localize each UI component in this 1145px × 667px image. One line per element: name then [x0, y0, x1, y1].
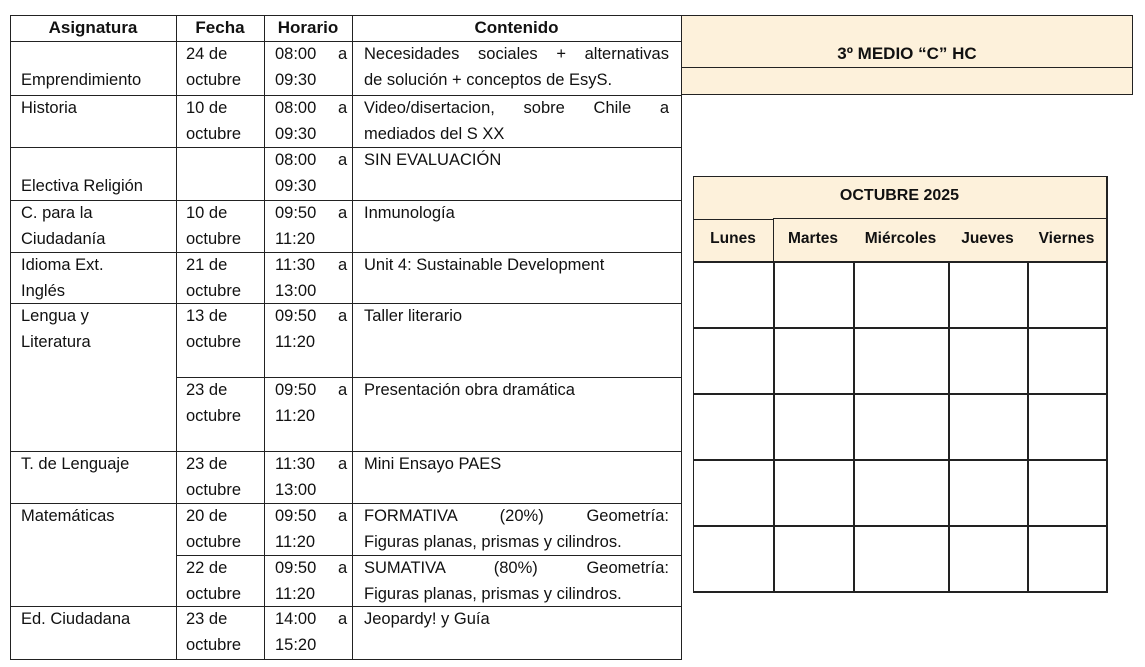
- subject-label: Literatura: [21, 332, 91, 351]
- time-sep: a: [338, 45, 348, 63]
- content-text: Unit 4: Sustainable Development: [364, 256, 605, 274]
- calendar-day-header: Viernes: [1038, 230, 1095, 247]
- date-label: 23 de: [186, 381, 228, 399]
- time-end: 13:00: [275, 480, 317, 499]
- content-text: Video/disertacion, sobre Chile a: [364, 99, 669, 117]
- table-rule: [693, 176, 1106, 177]
- calendar-cell: [1029, 329, 1105, 392]
- table-rule: [10, 659, 681, 660]
- table-rule: [773, 218, 774, 261]
- date-label: 13 de: [186, 307, 228, 325]
- table-rule: [681, 67, 1133, 68]
- date-label: octubre: [186, 635, 242, 654]
- calendar-cell: [1029, 263, 1105, 326]
- content-text: Mini Ensayo PAES: [364, 455, 502, 473]
- time-end: 09:30: [275, 124, 317, 143]
- table-rule: [681, 94, 1133, 95]
- content-text: Presentación obra dramática: [364, 381, 575, 399]
- date-label: octubre: [186, 532, 242, 551]
- time-end: 09:30: [275, 70, 317, 89]
- date-label: octubre: [186, 124, 242, 143]
- date-label: 20 de: [186, 507, 228, 525]
- calendar-cell: [950, 527, 1026, 590]
- calendar-cell: [775, 527, 852, 590]
- subject-label: Idioma Ext.: [21, 256, 104, 274]
- column-header: Horario: [277, 18, 339, 37]
- calendar-cell: [855, 263, 947, 326]
- table-rule: [773, 218, 1106, 219]
- date-label: 10 de: [186, 204, 228, 222]
- calendar-cell: [1029, 461, 1105, 524]
- time-sep: a: [338, 381, 348, 399]
- date-label: octubre: [186, 229, 242, 248]
- calendar-cell: [950, 461, 1026, 524]
- calendar-cell: [950, 395, 1026, 458]
- content-text: Jeopardy! y Guía: [364, 610, 490, 628]
- time-end: 11:20: [275, 406, 316, 425]
- time-start: 14:00: [275, 610, 317, 628]
- table-rule: [264, 15, 265, 660]
- content-text: Figuras planas, prismas y cilindros.: [364, 532, 622, 551]
- content-text: de solución + conceptos de EsyS.: [364, 70, 613, 89]
- time-end: 13:00: [275, 281, 317, 300]
- time-sep: a: [338, 307, 348, 325]
- table-rule: [1132, 15, 1133, 95]
- calendar-title: OCTUBRE 2025: [839, 187, 960, 204]
- date-label: octubre: [186, 281, 242, 300]
- class-banner-label: 3º MEDIO “C” HC: [837, 44, 977, 63]
- table-rule: [176, 15, 177, 660]
- subject-label: Ed. Ciudadana: [21, 610, 131, 628]
- calendar-cell: [775, 395, 852, 458]
- subject-label: Electiva Religión: [21, 176, 143, 195]
- time-start: 09:50: [275, 559, 317, 577]
- content-text: FORMATIVA (20%) Geometría:: [364, 507, 669, 525]
- time-sep: a: [338, 99, 348, 117]
- date-label: 23 de: [186, 455, 228, 473]
- content-text: Inmunología: [364, 204, 455, 222]
- time-start: 08:00: [275, 99, 317, 117]
- time-end: 15:20: [275, 635, 317, 654]
- time-sep: a: [338, 151, 348, 169]
- column-header: Asignatura: [48, 18, 138, 37]
- content-text: Taller literario: [364, 307, 463, 325]
- calendar-cell: [775, 461, 852, 524]
- table-rule: [681, 15, 682, 660]
- time-start: 08:00: [275, 151, 317, 169]
- time-end: 11:20: [275, 584, 316, 603]
- date-label: octubre: [186, 480, 242, 499]
- table-rule: [693, 219, 773, 220]
- calendar-cell: [775, 329, 852, 392]
- time-sep: a: [338, 507, 348, 525]
- time-end: 09:30: [275, 176, 317, 195]
- calendar-cell: [695, 527, 772, 590]
- table-rule: [681, 15, 1133, 16]
- calendar-cell: [855, 527, 947, 590]
- content-text: Necesidades sociales + alternativas: [364, 45, 669, 63]
- time-end: 11:20: [275, 532, 316, 551]
- time-start: 11:30: [275, 455, 316, 473]
- calendar-cell: [950, 329, 1026, 392]
- date-label: 10 de: [186, 99, 228, 117]
- time-end: 11:20: [275, 332, 316, 351]
- time-sep: a: [338, 610, 348, 628]
- calendar-day-header: Lunes: [710, 230, 756, 247]
- time-sep: a: [338, 455, 348, 473]
- calendar-cell: [855, 395, 947, 458]
- subject-label: Historia: [21, 99, 77, 117]
- date-label: octubre: [186, 584, 242, 603]
- table-rule: [1106, 176, 1108, 593]
- table-rule: [693, 591, 1107, 593]
- time-start: 09:50: [275, 307, 317, 325]
- time-start: 09:50: [275, 381, 317, 399]
- subject-label: Ciudadanía: [21, 229, 106, 248]
- subject-label: Lengua y: [21, 307, 89, 325]
- date-label: 21 de: [186, 256, 228, 274]
- date-label: octubre: [186, 70, 242, 89]
- subject-label: Inglés: [21, 281, 66, 300]
- content-text: mediados del S XX: [364, 124, 505, 143]
- table-rule: [352, 15, 353, 660]
- calendar-cell: [695, 263, 772, 326]
- time-start: 09:50: [275, 204, 317, 222]
- calendar-cell: [855, 329, 947, 392]
- time-start: 08:00: [275, 45, 317, 63]
- calendar-day-header: Martes: [788, 230, 838, 247]
- time-sep: a: [338, 256, 348, 274]
- time-start: 09:50: [275, 507, 317, 525]
- time-start: 11:30: [275, 256, 316, 274]
- time-end: 11:20: [275, 229, 316, 248]
- date-label: 24 de: [186, 45, 228, 63]
- date-label: 23 de: [186, 610, 228, 628]
- calendar-cell: [775, 263, 852, 326]
- subject-label: C. para la: [21, 204, 93, 222]
- column-header: Contenido: [474, 18, 559, 37]
- calendar-cell: [695, 461, 772, 524]
- calendar-cell: [950, 263, 1026, 326]
- table-rule: [10, 15, 11, 660]
- date-label: octubre: [186, 406, 242, 425]
- content-text: Figuras planas, prismas y cilindros.: [364, 584, 622, 603]
- subject-label: T. de Lenguaje: [21, 455, 130, 473]
- calendar-cell: [855, 461, 947, 524]
- calendar-cell: [1029, 527, 1105, 590]
- content-text: SUMATIVA (80%) Geometría:: [364, 559, 669, 577]
- calendar-cell: [695, 329, 772, 392]
- time-sep: a: [338, 559, 348, 577]
- calendar-day-header: Miércoles: [864, 230, 937, 247]
- date-label: 22 de: [186, 559, 228, 577]
- calendar-cell: [695, 395, 772, 458]
- column-header: Fecha: [195, 18, 245, 37]
- time-sep: a: [338, 204, 348, 222]
- content-text: SIN EVALUACIÓN: [364, 151, 502, 169]
- subject-label: Matemáticas: [21, 507, 115, 525]
- subject-label: Emprendimiento: [21, 70, 142, 89]
- calendar-cell: [1029, 395, 1105, 458]
- calendar-day-header: Jueves: [961, 230, 1014, 247]
- date-label: octubre: [186, 332, 242, 351]
